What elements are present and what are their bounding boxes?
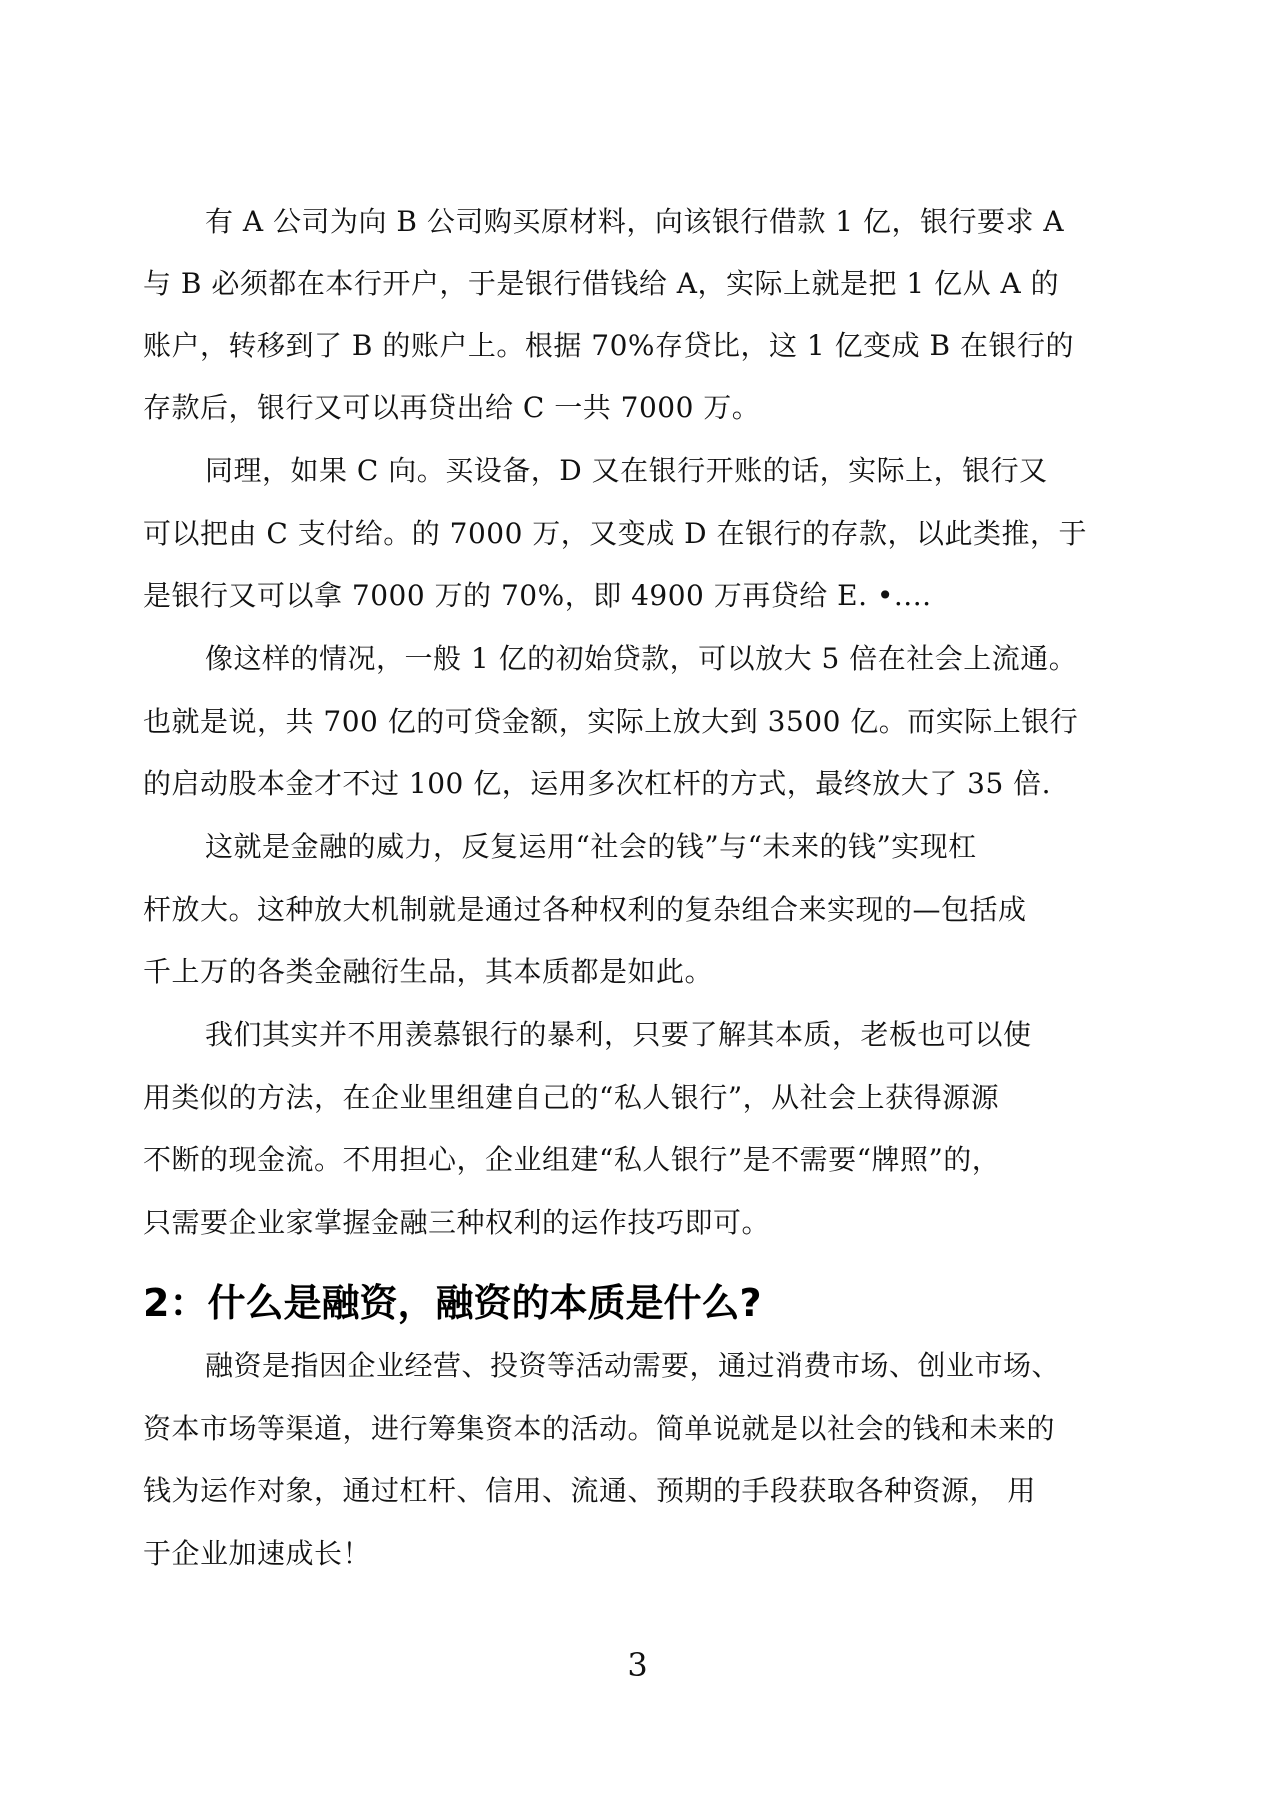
page-number: 3	[627, 1646, 648, 1684]
section-paragraph-line-2: 资本市场等渠道，进行筹集资本的活动。简单说就是以社会的钱和未来的	[143, 1412, 1056, 1445]
section-paragraph-line-3: 钱为运作对象，通过杠杆、信用、流通、预期的手段获取各种资源， 用	[143, 1474, 1036, 1507]
paragraph-3-line-3: 的启动股本金才不过 100 亿，运用多次杠杆的方式，最终放大了 35 倍.	[143, 767, 1052, 800]
paragraph-5-line-4: 只需要企业家掌握金融三种权利的运作技巧即可。	[143, 1206, 771, 1239]
paragraph-4-line-1: 这就是金融的威力，反复运用“社会的钱”与“未来的钱”实现杠	[205, 830, 977, 863]
paragraph-1-line-4: 存款后，银行又可以再贷出给 C 一共 7000 万。	[143, 391, 761, 424]
paragraph-3-line-2: 也就是说，共 700 亿的可贷金额，实际上放大到 3500 亿。而实际上银行	[143, 705, 1079, 738]
section-paragraph-line-4: 于企业加速成长！	[143, 1537, 372, 1570]
paragraph-2-line-1: 同理，如果 C 向。买设备，D 又在银行开账的话，实际上，银行又	[205, 454, 1048, 487]
section-heading: 2：什么是融资，融资的本质是什么?	[143, 1281, 762, 1325]
paragraph-3-line-1: 像这样的情况，一般 1 亿的初始贷款，可以放大 5 倍在社会上流通。	[205, 642, 1078, 675]
paragraph-5-line-1: 我们其实并不用羡慕银行的暴利，只要了解其本质，老板也可以使	[205, 1018, 1032, 1051]
paragraph-5-line-2: 用类似的方法，在企业里组建自己的“私人银行”，从社会上获得源源	[143, 1081, 1000, 1114]
paragraph-2-line-2: 可以把由 C 支付给。的 7000 万，又变成 D 在银行的存款，以此类推，于	[143, 517, 1088, 550]
paragraph-1-line-2: 与 B 必须都在本行开户，于是银行借钱给 A，实际上就是把 1 亿从 A 的	[143, 267, 1060, 300]
paragraph-2-line-3: 是银行又可以拿 7000 万的 70%，即 4900 万再贷给 E. •....	[143, 579, 932, 612]
paragraph-5-line-3: 不断的现金流。不用担心，企业组建“私人银行”是不需要“牌照”的，	[143, 1143, 1001, 1176]
paragraph-4-line-2: 杆放大。这种放大机制就是通过各种权利的复杂组合来实现的—包括成	[143, 893, 1027, 926]
paragraph-1-line-1: 有 A 公司为向 B 公司购买原材料，向该银行借款 1 亿，银行要求 A	[205, 205, 1065, 238]
section-paragraph-line-1: 融资是指因企业经营、投资等活动需要，通过消费市场、创业市场、	[205, 1349, 1061, 1382]
paragraph-4-line-3: 千上万的各类金融衍生品，其本质都是如此。	[143, 955, 714, 988]
paragraph-1-line-3: 账户，转移到了 B 的账户上。根据 70%存贷比，这 1 亿变成 B 在银行的	[143, 329, 1075, 362]
